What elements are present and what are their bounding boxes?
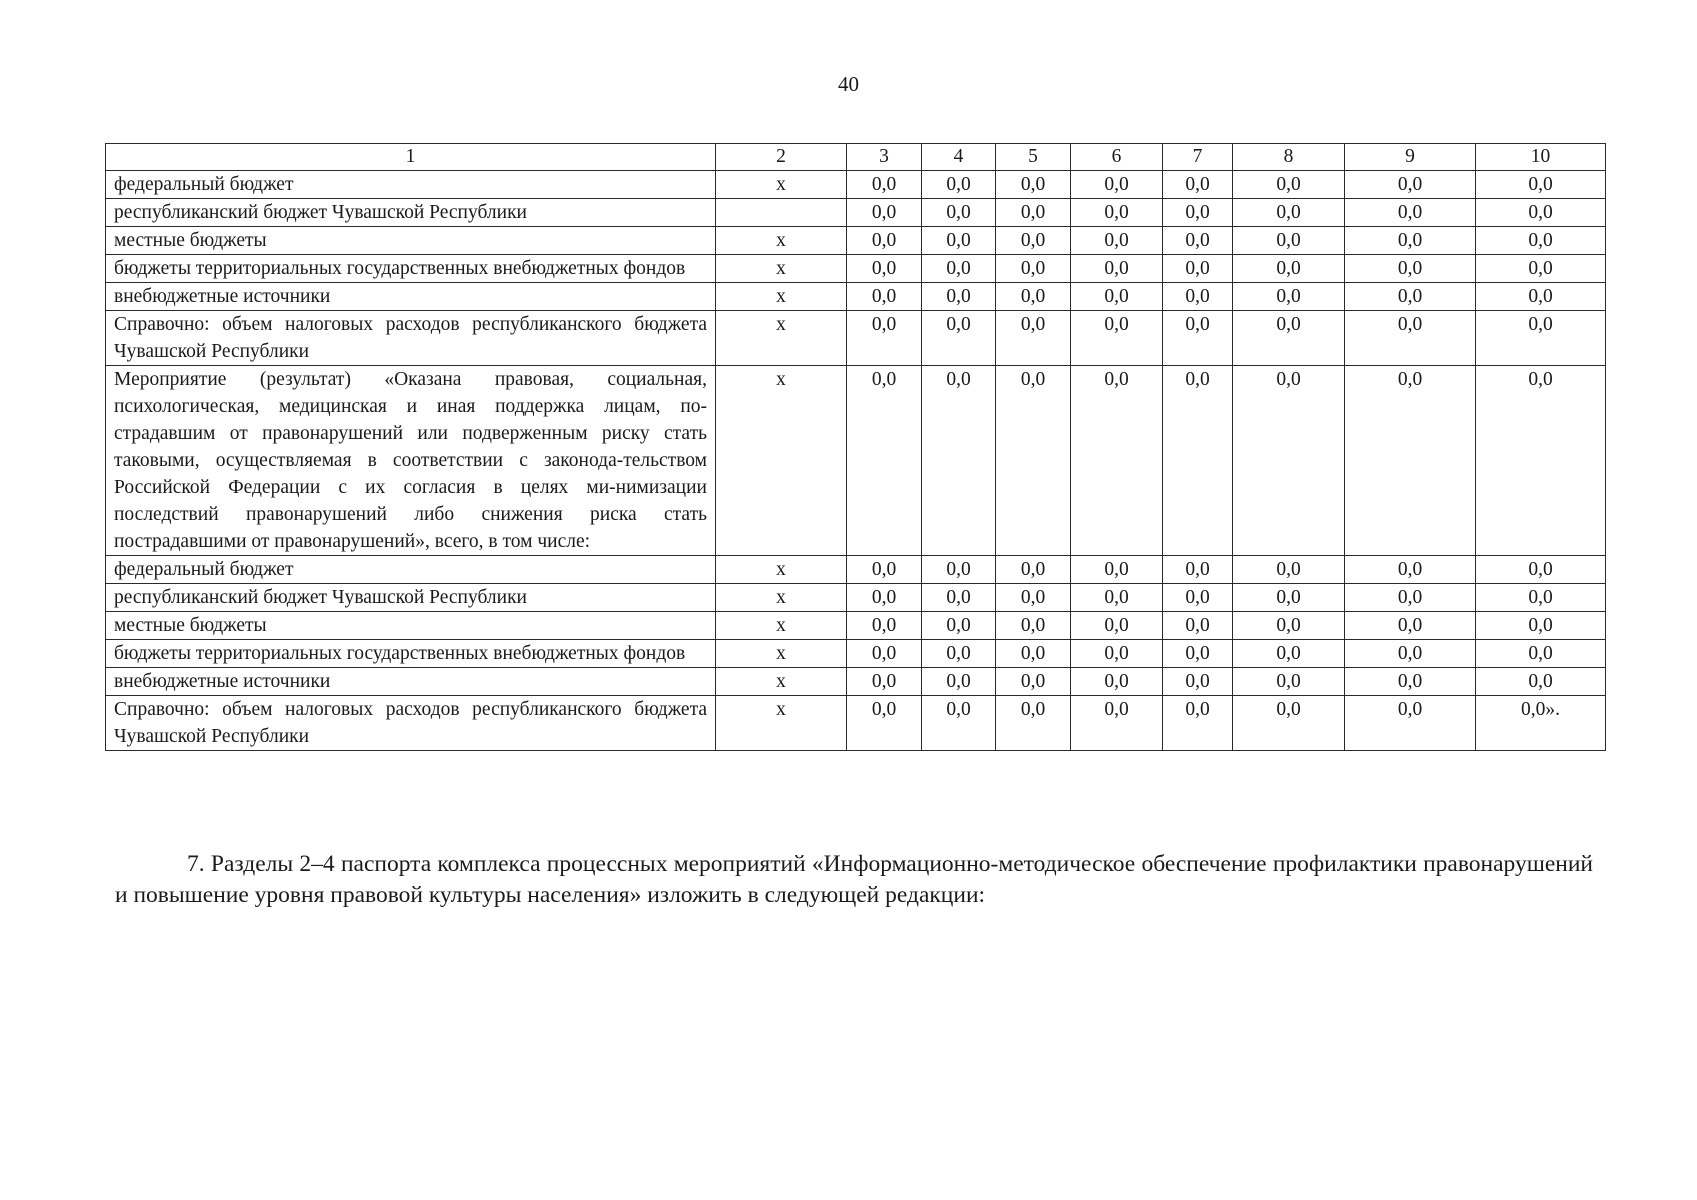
value-cell: 0,0 (1233, 366, 1345, 556)
row-label: внебюджетные источники (106, 668, 716, 696)
header-cell: 10 (1476, 144, 1606, 171)
value-cell: 0,0 (1071, 255, 1163, 283)
value-cell: 0,0 (1071, 199, 1163, 227)
value-cell: 0,0 (996, 227, 1071, 255)
value-cell: 0,0 (922, 612, 996, 640)
table-row (106, 227, 1606, 255)
value-cell: 0,0 (847, 366, 922, 556)
value-cell: 0,0 (1163, 199, 1233, 227)
page-number: 40 (838, 72, 859, 96)
table-row (106, 366, 1606, 556)
value-cell: 0,0 (1476, 199, 1606, 227)
value-cell: 0,0 (847, 584, 922, 612)
value-cell: 0,0 (922, 255, 996, 283)
table-row (106, 255, 1606, 283)
header-cell: 8 (1233, 144, 1345, 171)
row-label: федеральный бюджет (106, 556, 716, 584)
row-mark: х (716, 311, 847, 366)
value-cell: 0,0 (847, 199, 922, 227)
row-mark: х (716, 640, 847, 668)
value-cell: 0,0 (1476, 612, 1606, 640)
value-cell: 0,0 (922, 171, 996, 199)
row-mark (716, 199, 847, 227)
value-cell: 0,0 (1071, 227, 1163, 255)
value-cell: 0,0 (1233, 171, 1345, 199)
value-cell: 0,0 (1233, 696, 1345, 751)
value-cell: 0,0 (1476, 668, 1606, 696)
value-cell: 0,0 (847, 556, 922, 584)
value-cell: 0,0 (1163, 584, 1233, 612)
value-cell: 0,0 (1071, 668, 1163, 696)
row-label: республиканский бюджет Чувашской Республики (106, 584, 716, 612)
value-cell: 0,0 (1345, 171, 1476, 199)
table-row (106, 556, 1606, 584)
value-cell: 0,0 (1233, 255, 1345, 283)
value-cell: 0,0 (922, 199, 996, 227)
value-cell: 0,0 (1345, 283, 1476, 311)
value-cell: 0,0 (847, 640, 922, 668)
value-cell: 0,0 (1233, 199, 1345, 227)
value-cell: 0,0 (1071, 612, 1163, 640)
value-cell: 0,0 (996, 696, 1071, 751)
table-row (106, 311, 1606, 366)
value-cell: 0,0 (1071, 640, 1163, 668)
row-label: федеральный бюджет (106, 171, 716, 199)
row-mark: х (716, 255, 847, 283)
header-cell: 7 (1163, 144, 1233, 171)
value-cell: 0,0». (1476, 696, 1606, 751)
row-mark: х (716, 171, 847, 199)
value-cell: 0,0 (996, 283, 1071, 311)
value-cell: 0,0 (996, 366, 1071, 556)
row-mark: х (716, 584, 847, 612)
header-cell: 4 (922, 144, 996, 171)
table-row (106, 612, 1606, 640)
value-cell: 0,0 (1071, 366, 1163, 556)
value-cell: 0,0 (847, 311, 922, 366)
value-cell: 0,0 (922, 227, 996, 255)
value-cell: 0,0 (1345, 311, 1476, 366)
value-cell: 0,0 (1476, 366, 1606, 556)
row-label: бюджеты территориальных государственных внебюджетных фондов (106, 640, 716, 668)
table-row (106, 283, 1606, 311)
value-cell: 0,0 (1233, 311, 1345, 366)
table-row (106, 696, 1606, 751)
row-label: Мероприятие (результат) «Оказана правовая, социальная, психологическая, медицинская и иная поддержка лицам, по-страдавшим от правонарушений или подверженным риску стать таковыми, осуществляемая в соответствии с законода-тельством Российской Федерации с их согласия в целях ми-нимизации последствий правонарушений либо снижения риска стать пострадавшими от правонарушений», всего, в том числе: (106, 366, 716, 556)
value-cell: 0,0 (996, 311, 1071, 366)
value-cell: 0,0 (1476, 584, 1606, 612)
value-cell: 0,0 (996, 584, 1071, 612)
value-cell: 0,0 (1163, 366, 1233, 556)
row-label: республиканский бюджет Чувашской Республики (106, 199, 716, 227)
value-cell: 0,0 (1476, 311, 1606, 366)
value-cell: 0,0 (1163, 556, 1233, 584)
budget-table (105, 143, 1606, 751)
value-cell: 0,0 (847, 283, 922, 311)
value-cell: 0,0 (1345, 255, 1476, 283)
value-cell: 0,0 (1476, 283, 1606, 311)
value-cell: 0,0 (1345, 199, 1476, 227)
table-body (106, 144, 1606, 751)
value-cell: 0,0 (1163, 640, 1233, 668)
value-cell: 0,0 (1233, 283, 1345, 311)
value-cell: 0,0 (847, 255, 922, 283)
value-cell: 0,0 (996, 255, 1071, 283)
row-mark: х (716, 556, 847, 584)
value-cell: 0,0 (1163, 171, 1233, 199)
value-cell: 0,0 (1345, 556, 1476, 584)
value-cell: 0,0 (1476, 171, 1606, 199)
value-cell: 0,0 (1071, 283, 1163, 311)
value-cell: 0,0 (1345, 612, 1476, 640)
value-cell: 0,0 (1345, 640, 1476, 668)
value-cell: 0,0 (996, 199, 1071, 227)
value-cell: 0,0 (1345, 668, 1476, 696)
body-paragraph: 7. Разделы 2–4 паспорта комплекса процессных мероприятий «Информационно-методическое обеспечение профилактики правонарушений и повышение уровня правовой культуры населения» изложить в следующей редакции: (115, 851, 1593, 908)
value-cell: 0,0 (1163, 283, 1233, 311)
value-cell: 0,0 (1163, 668, 1233, 696)
value-cell: 0,0 (996, 640, 1071, 668)
table-row (106, 199, 1606, 227)
row-mark: х (716, 696, 847, 751)
value-cell: 0,0 (1233, 584, 1345, 612)
value-cell: 0,0 (1476, 227, 1606, 255)
header-cell: 3 (847, 144, 922, 171)
value-cell: 0,0 (1476, 255, 1606, 283)
row-label: Справочно: объем налоговых расходов республиканского бюджета Чувашской Республики (106, 311, 716, 366)
row-label: бюджеты территориальных государственных внебюджетных фондов (106, 255, 716, 283)
value-cell: 0,0 (1163, 612, 1233, 640)
header-cell: 9 (1345, 144, 1476, 171)
row-mark: х (716, 227, 847, 255)
value-cell: 0,0 (1071, 696, 1163, 751)
value-cell: 0,0 (922, 584, 996, 612)
value-cell: 0,0 (1476, 556, 1606, 584)
value-cell: 0,0 (1071, 311, 1163, 366)
header-cell: 2 (716, 144, 847, 171)
row-label: Справочно: объем налоговых расходов республиканского бюджета Чувашской Республики (106, 696, 716, 751)
value-cell: 0,0 (1071, 171, 1163, 199)
value-cell: 0,0 (1163, 696, 1233, 751)
value-cell: 0,0 (847, 612, 922, 640)
row-mark: х (716, 283, 847, 311)
value-cell: 0,0 (1233, 668, 1345, 696)
value-cell: 0,0 (1345, 366, 1476, 556)
row-label: местные бюджеты (106, 612, 716, 640)
value-cell: 0,0 (1233, 556, 1345, 584)
row-mark: х (716, 612, 847, 640)
row-label: внебюджетные источники (106, 283, 716, 311)
value-cell: 0,0 (996, 668, 1071, 696)
header-cell: 1 (106, 144, 716, 171)
value-cell: 0,0 (1071, 584, 1163, 612)
value-cell: 0,0 (996, 612, 1071, 640)
header-cell: 6 (1071, 144, 1163, 171)
value-cell: 0,0 (1345, 227, 1476, 255)
table-row (106, 584, 1606, 612)
row-label: местные бюджеты (106, 227, 716, 255)
value-cell: 0,0 (1163, 311, 1233, 366)
value-cell: 0,0 (922, 668, 996, 696)
value-cell: 0,0 (996, 556, 1071, 584)
table-row (106, 668, 1606, 696)
value-cell: 0,0 (1233, 612, 1345, 640)
value-cell: 0,0 (847, 696, 922, 751)
value-cell: 0,0 (847, 227, 922, 255)
value-cell: 0,0 (922, 311, 996, 366)
value-cell: 0,0 (1233, 640, 1345, 668)
row-mark: х (716, 366, 847, 556)
value-cell: 0,0 (922, 696, 996, 751)
value-cell: 0,0 (922, 640, 996, 668)
value-cell: 0,0 (922, 556, 996, 584)
table-row (106, 640, 1606, 668)
value-cell: 0,0 (922, 283, 996, 311)
value-cell: 0,0 (996, 171, 1071, 199)
row-mark: х (716, 668, 847, 696)
value-cell: 0,0 (1071, 556, 1163, 584)
value-cell: 0,0 (1163, 255, 1233, 283)
header-cell: 5 (996, 144, 1071, 171)
value-cell: 0,0 (922, 366, 996, 556)
value-cell: 0,0 (847, 668, 922, 696)
value-cell: 0,0 (1476, 640, 1606, 668)
table-header-row (106, 144, 1606, 171)
table-row (106, 171, 1606, 199)
value-cell: 0,0 (1233, 227, 1345, 255)
value-cell: 0,0 (847, 171, 922, 199)
value-cell: 0,0 (1163, 227, 1233, 255)
value-cell: 0,0 (1345, 696, 1476, 751)
value-cell: 0,0 (1345, 584, 1476, 612)
